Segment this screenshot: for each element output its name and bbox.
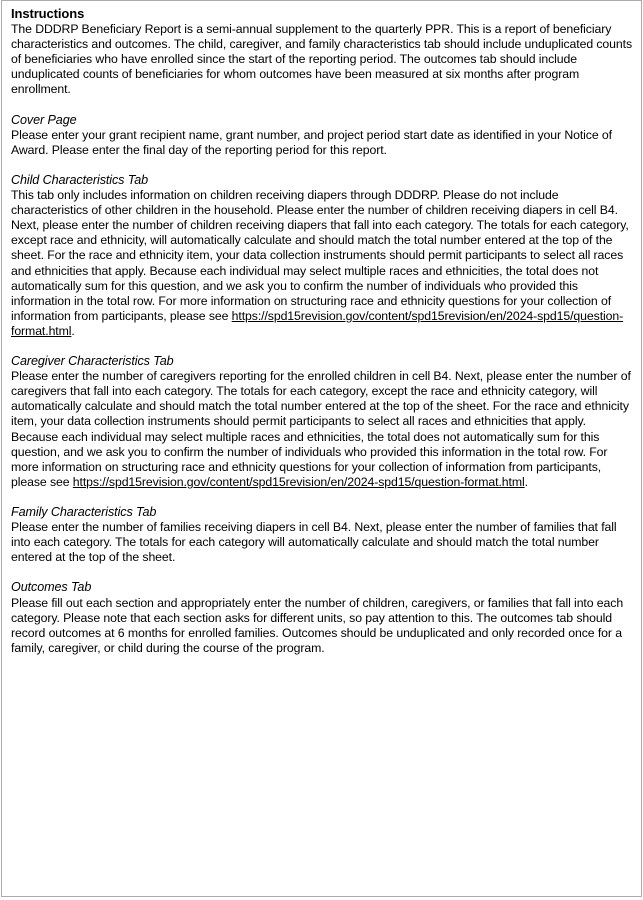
instructions-page-frame [1, 0, 642, 897]
section-body-child-characteristics [11, 188, 633, 339]
section-outcomes [11, 580, 633, 655]
caregiver-body-after-link: . [524, 474, 528, 489]
child-body-text: This tab only includes information on children receiving diapers through DDDRP. Please do not include characteristics of other children in the household. Please enter the number of children receiving diapers in cell B4. Next, please enter the number of children receiving diapers that fall into each category. The totals for each category, except race and ethnicity, will automatically calculate and should match the total number entered at the top of the sheet. For the race and ethnicity item, your data collection instruments should permit participants to select all races and ethnicities that apply. Because each individual may select multiple races and ethnicities, the total does not automatically sum for this question, and we ask you to confirm the number of individuals who provided this information in the total row. For more information on structuring race and ethnicity questions for your collection of information from participants, please see [11, 188, 629, 323]
intro-paragraph: The DDDRP Beneficiary Report is a semi-annual supplement to the quarterly PPR. This is a report of beneficiary characteristics and outcomes. The child, caregiver, and family characteristics tab should include unduplicated counts of beneficiaries who have enrolled since the start of the reporting period. The outcomes tab should include unduplicated counts of beneficiaries for whom outcomes have been measured at six months after program enrollment. [11, 22, 633, 97]
section-body-outcomes: Please fill out each section and appropriately enter the number of children, caregivers, or families that fall into each category. Please note that each section asks for different units, so pay attention to this. The outcomes tab should record outcomes at 6 months for enrolled families. Outcomes should be unduplicated and only recorded once for a family, caregiver, or child during the course of the program. [11, 595, 624, 655]
spd15-question-format-link-child[interactable]: https://spd15revision.gov/content/spd15revision/en/2024-spd15/question-format.html [11, 308, 624, 338]
section-title-cover-page: Cover Page [11, 112, 77, 127]
instructions-heading: Instructions [11, 6, 85, 21]
section-title-outcomes: Outcomes Tab [11, 580, 92, 595]
section-child-characteristics [11, 173, 633, 339]
instructions-content [2, 1, 641, 656]
section-caregiver-characteristics [11, 354, 633, 490]
section-family-characteristics [11, 505, 633, 565]
section-body-cover-page: Please enter your grant recipient name, grant number, and project period start date as identified in your Notice of Award. Please enter the final day of the reporting period for this report. [11, 127, 612, 157]
section-title-child-characteristics: Child Characteristics Tab [11, 172, 149, 187]
section-title-family-characteristics: Family Characteristics Tab [11, 505, 157, 519]
section-cover-page [11, 113, 633, 158]
caregiver-body-text: Please enter the number of caregivers reporting for the enrolled children in cell B4. Next, please enter the number of caregivers that fall into each category. The totals for each category, except the race and ethnicity category, will automatically calculate and should match the total number entered at the top of the sheet. For the race and ethnicity item, your data collection instruments should permit participants to select all races and ethnicities that apply. Because each individual may select multiple races and ethnicities, the total does not automatically sum for this question, and we ask you to confirm the number of individuals who provided this information in the total row. For more information on structuring race and ethnicity questions for your collection of information from participants, please see [11, 369, 631, 489]
section-body-caregiver-characteristics [11, 369, 633, 490]
section-body-family-characteristics: Please enter the number of families receiving diapers in cell B4. Next, please enter the number of families that fall into each category. The totals for each category will automatically calculate and should match the total number entered at the top of the sheet. [11, 520, 617, 565]
section-title-caregiver-characteristics: Caregiver Characteristics Tab [11, 354, 174, 369]
child-body-after-link: . [71, 323, 75, 338]
spd15-question-format-link-caregiver[interactable]: https://spd15revision.gov/content/spd15revision/en/2024-spd15/question-format.html [72, 474, 525, 489]
